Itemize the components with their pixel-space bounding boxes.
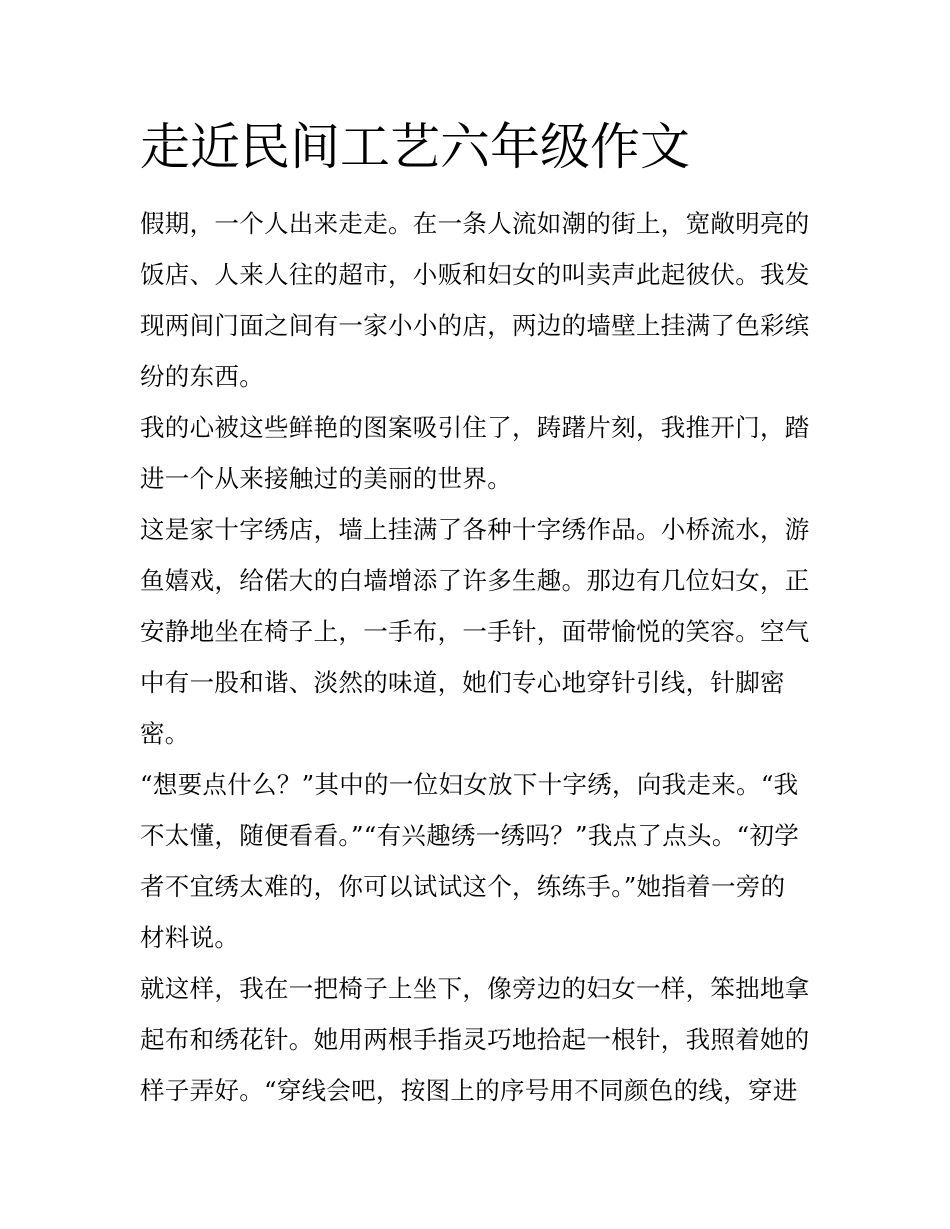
text-line: 假期，一个人出来走走。在一条人流如潮的街上，宽敞明亮的 bbox=[140, 209, 810, 238]
text-line: 鱼嬉戏，给偌大的白墙增添了许多生趣。那边有几位妇女，正 bbox=[140, 566, 810, 595]
text-line: 材料说。 bbox=[140, 923, 240, 952]
text-line: 饭店、人来人往的超市，小贩和妇女的叫卖声此起彼伏。我发 bbox=[140, 260, 810, 289]
text-line: 不太懂，随便看看。”“有兴趣绣一绣吗？”我点了点头。“初学 bbox=[140, 821, 800, 850]
text-line: 样子弄好。“穿线会吧，按图上的序号用不同颜色的线，穿进 bbox=[140, 1076, 798, 1105]
text-line: 我的心被这些鲜艳的图案吸引住了，踌躇片刻，我推开门，踏 bbox=[140, 413, 810, 442]
document-body bbox=[140, 198, 820, 1116]
text-line: 现两间门面之间有一家小小的店，两边的墙壁上挂满了色彩缤 bbox=[140, 311, 810, 340]
text-line: 密。 bbox=[140, 719, 190, 748]
text-line: “想要点什么？”其中的一位妇女放下十字绣，向我走来。“我 bbox=[140, 770, 799, 799]
document-title: 走近民间工艺六年级作文 bbox=[140, 118, 690, 176]
text-line: 纷的东西。 bbox=[140, 362, 264, 391]
text-line: 这是家十字绣店，墙上挂满了各种十字绣作品。小桥流水，游 bbox=[140, 515, 810, 544]
text-line: 就这样，我在一把椅子上坐下，像旁边的妇女一样，笨拙地拿 bbox=[140, 974, 810, 1003]
text-line: 安静地坐在椅子上，一手布，一手针，面带愉悦的笑容。空气 bbox=[140, 617, 810, 646]
text-line: 中有一股和谐、淡然的味道，她们专心地穿针引线，针脚密 bbox=[140, 668, 785, 697]
text-line: 进一个从来接触过的美丽的世界。 bbox=[140, 464, 512, 493]
text-line: 者不宜绣太难的，你可以试试这个，练练手。”她指着一旁的 bbox=[140, 872, 786, 901]
text-line: 起布和绣花针。她用两根手指灵巧地拾起一根针，我照着她的 bbox=[140, 1025, 810, 1054]
